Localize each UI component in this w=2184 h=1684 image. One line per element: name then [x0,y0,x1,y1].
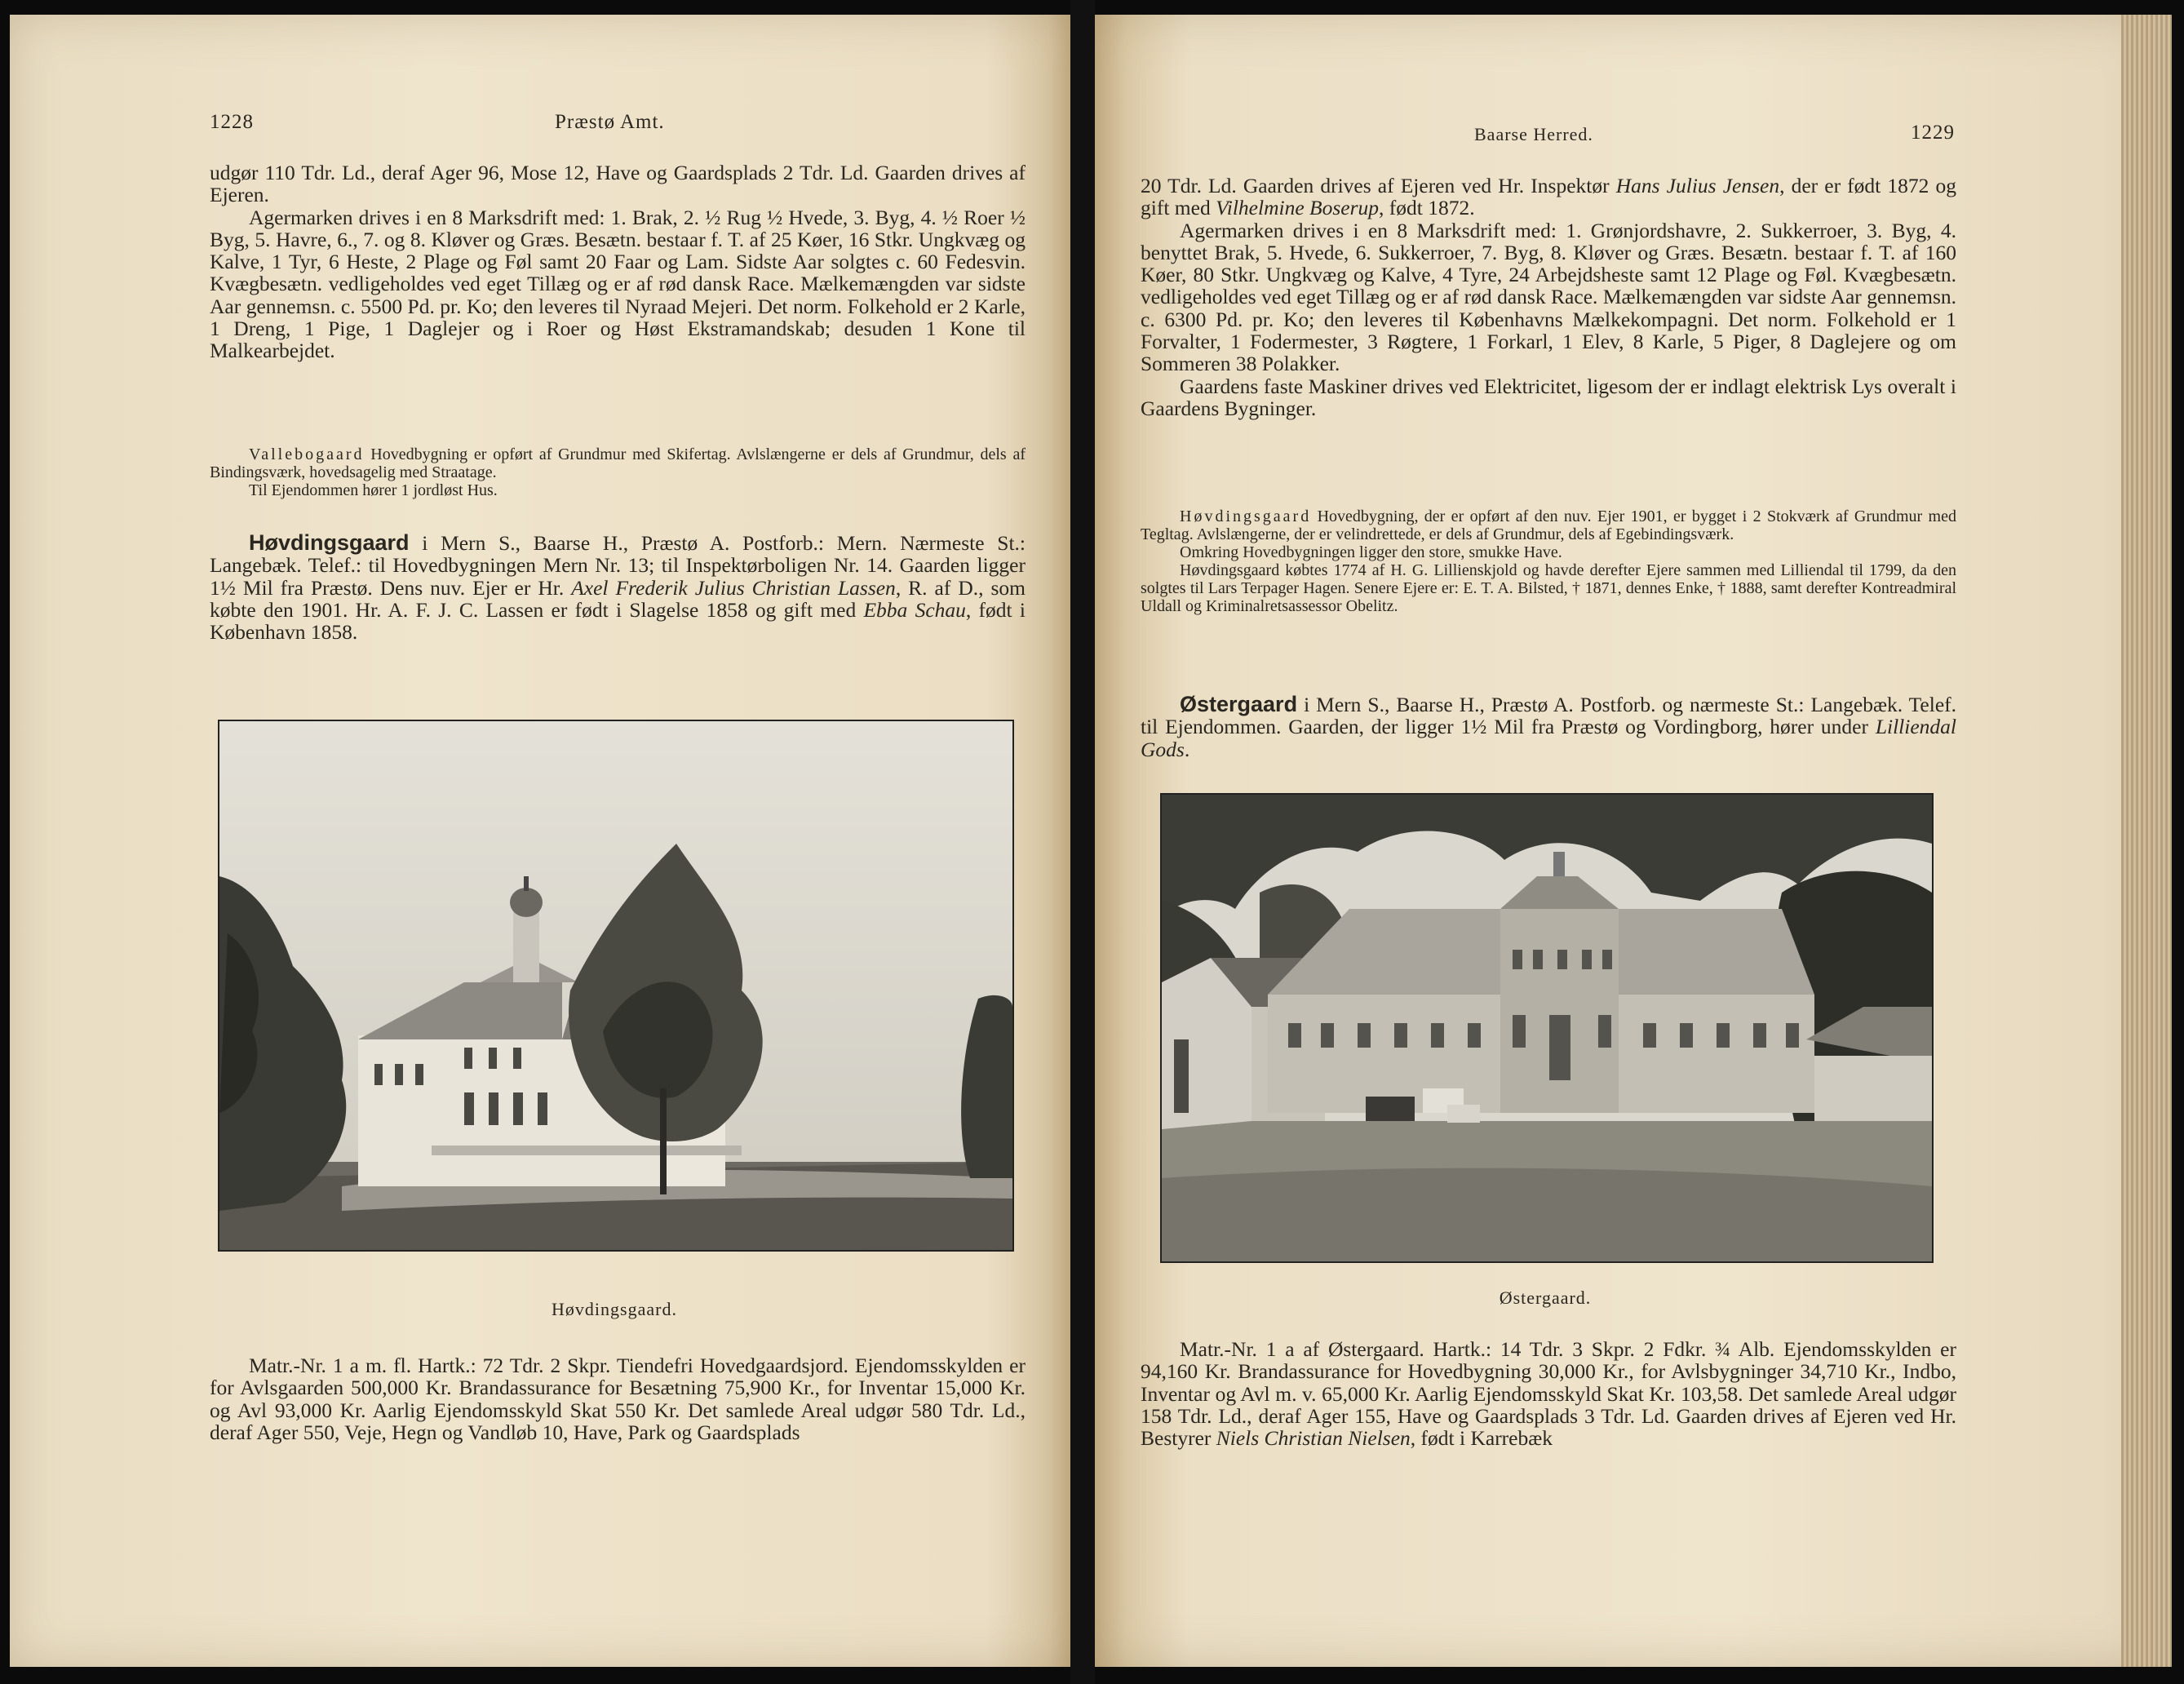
entry-hovdingsgaard [210,532,1026,643]
entry-name: Høvdingsgaard [249,530,410,555]
paragraph: Agermarken drives i en 8 Marksdrift med: 1. Brak, 2. ½ Rug ½ Hvede, 3. Byg, 4. ½ Roer ½ Byg, 5. Havre, 6., 7. og 8. Kløver og Græs. Besætn. bestaar f. T. af 25 Køer, 16 Stkr. Ungkvæg og Kalve, 1 Tyr, 6 Heste, 2 Plage og Føl samt 20 Faar og Lam. Sidste Aar solgtes c. 60 Fedesvin. Kvægbesætn. vedligeholdes ved eget Tillæg og er af rød dansk Race. Mælkemængden var sidste Aar gennemsn. c. 5500 Pd. pr. Ko; den leveres til Nyraad Mejeri. Det norm. Folkehold er 2 Karle, 1 Dreng, 1 Pige, 1 Daglejer og i Roer og Høst Ekstramandskab; desuden 1 Kone til Malkearbejdet. [210,205,1026,363]
paragraph-text: 20 Tdr. Ld. Gaarden drives af Ejeren ved Hr. Inspektør [1141,174,1616,197]
note-name: Vallebogaard [249,445,365,463]
entry-text: i Mern S., Baarse H., Præstø A. Postforb.: Mern. Nærmeste St.: Langebæk. Telef.: til Hovedbygningen Mern Nr. 13; til Inspektørboligen Nr. 14. Gaarden ligger 1½ Mil fra Præstø. Dens nuv. Ejer er Hr. [210,531,1026,600]
building-note [210,445,1026,499]
right-page [1095,15,2155,1667]
entry-text: . [1184,737,1190,761]
photo-caption: Østergaard. [1499,1287,1592,1308]
entry-ostergaard [1141,694,1956,760]
entry-name: Østergaard [1180,692,1298,716]
book-gutter [1070,0,1095,1684]
note-line: Høvdingsgaard købtes 1774 af H. G. Lillienskjold og havde derefter Ejere sammen med Lilliendal til 1799, da den solgtes til Lars Terpager Hagen. Senere Ejere er: E. T. A. Bilsted, † 1871, dennes Enke, † 1888, samt derefter Kontreadmiral Uldall og Kriminalretsassessor Obelitz. [1141,561,1956,615]
note-line: Til Ejendommen hører 1 jordløst Hus. [249,481,498,499]
page-number: 1229 [1911,122,1955,144]
paragraph: Matr.-Nr. 1 a m. fl. Hartk.: 72 Tdr. 2 Skpr. Tiendefri Hovedgaardsjord. Ejendomsskylden er for Avlsgaarden 500,000 Kr. Brandassurance for Besætning 75,900 Kr., for Inventar 15,000 Kr. og Avl 93,000 Kr. Aarlig Ejendomsskyld Skat 550 Kr. Det samlede Areal udgør 580 Tdr. Ld., deraf Ager 550, Veje, Hegn og Vandløb 10, Have, Park og Gaardsplads [210,1354,1026,1444]
paragraph: udgør 110 Tdr. Ld., deraf Ager 96, Mose 12, Have og Gaardsplads 2 Tdr. Ld. Gaarden drives af Ejeren. [210,161,1026,207]
bottom-text [1141,1338,1956,1449]
estate-name: Lilliendal Gods [1141,715,1956,761]
photo-ostergaard [1160,793,1934,1263]
running-head: Baarse Herred. [1474,124,1593,144]
bottom-text [210,1354,1026,1443]
photo-hovdingsgaard [218,720,1014,1252]
inspector-name: Hans Julius Jensen [1615,174,1780,197]
paragraph-text: , født 1872. [1379,196,1475,220]
note-line: Omkring Hovedbygningen ligger den store, smukke Have. [1180,543,1562,561]
note-text: Hovedbygning, der er opført af den nuv. Ejer 1901, er bygget i 2 Stokværk af Grundmur med Tegltag. Avlslængerne, der er velindrettede, er dels af Grundmur, dels af Egebindingsværk. [1141,507,1956,543]
page-edge [2121,15,2172,1667]
wife-name: Ebba Schau [863,597,966,622]
paragraph: Agermarken drives i en 8 Marksdrift med: 1. Grønjordshavre, 2. Sukkerroer, 3. Byg, 4. benyttet Brak, 5. Hvede, 6. Sukkerroer, 7. Byg, 8. Kløver og Græs. Besætn. bestaar f. T. af 160 Køer, 80 Stkr. Ungkvæg og Kalve, 4 Tyre, 24 Arbejdsheste samt 12 Plage og Føl. Kvægbesætn. vedligeholdes ved eget Tillæg og er af rød dansk Race. Mælkemængden var sidste Aar gennemsn. c. 6300 Pd. pr. Ko; den leveres til Københavns Mælkekompagni. Det norm. Folkehold er 1 Forvalter, 1 Fodermester, 3 Røgtere, 1 Forkarl, 1 Elev, 8 Karle, 5 Piger, 8 Daglejere og om Sommeren 38 Polakker. [1141,218,1956,376]
owner-name: Axel Frederik Julius Christian Lassen [571,575,896,600]
page-number: 1228 [210,111,254,133]
running-head: Præstø Amt. [555,111,665,133]
paragraph-text: , født i Karrebæk [1410,1426,1553,1451]
left-page [10,15,1070,1667]
note-name: Høvdingsgaard [1180,507,1312,525]
entry-text: , født i København 1858. [210,597,1026,645]
entry-text: i Mern S., Baarse H., Præstø A. Postforb. og nærmeste St.: Langebæk. Telef. til Ejendommen. Gaarden, der ligger 1½ Mil fra Præstø og Vordingborg, hører under [1141,693,1956,739]
paragraph-text: Matr.-Nr. 1 a af Østergaard. Hartk.: 14 Tdr. 3 Skpr. 2 Fdkr. ¾ Alb. Ejendomsskylden er 94,160 Kr. Brandassurance for Hovedbygning 30,000 Kr., for Avlsbygninger 34,710 Kr., Indbo, Inventar og Avl m. v. 65,000 Kr. Aarlig Ejendomsskyld Skat Kr. 103,58. Det samlede Areal udgør 158 Tdr. Ld., deraf Ager 155, Have og Gaardsplads 3 Tdr. Ld. Gaarden drives af Ejeren ved Hr. Bestyrer [1141,1337,1956,1451]
photo-caption: Høvdingsgaard. [552,1299,677,1319]
manager-name: Niels Christian Nielsen [1216,1426,1411,1451]
entry-text: , R. af D., som købte den 1901. Hr. A. F. J. C. Lassen er født i Slagelse 1858 og gift med [210,575,1026,622]
paragraph-text: , der er født 1872 og gift med [1141,174,1956,220]
note-text: Hovedbygning er opført af Grundmur med Skifertag. Avlslængerne er dels af Grundmur, dels af Bindingsværk, hovedsagelig med Straatage. [210,445,1026,481]
paragraph: Gaardens faste Maskiner drives ved Elektricitet, ligesom der er indlagt elektrisk Lys overalt i Gaardens Bygninger. [1141,374,1956,420]
top-text [210,162,1026,362]
building-note [1141,507,1956,615]
top-text [1141,175,1956,419]
wife-name: Vilhelmine Boserup [1216,196,1380,220]
